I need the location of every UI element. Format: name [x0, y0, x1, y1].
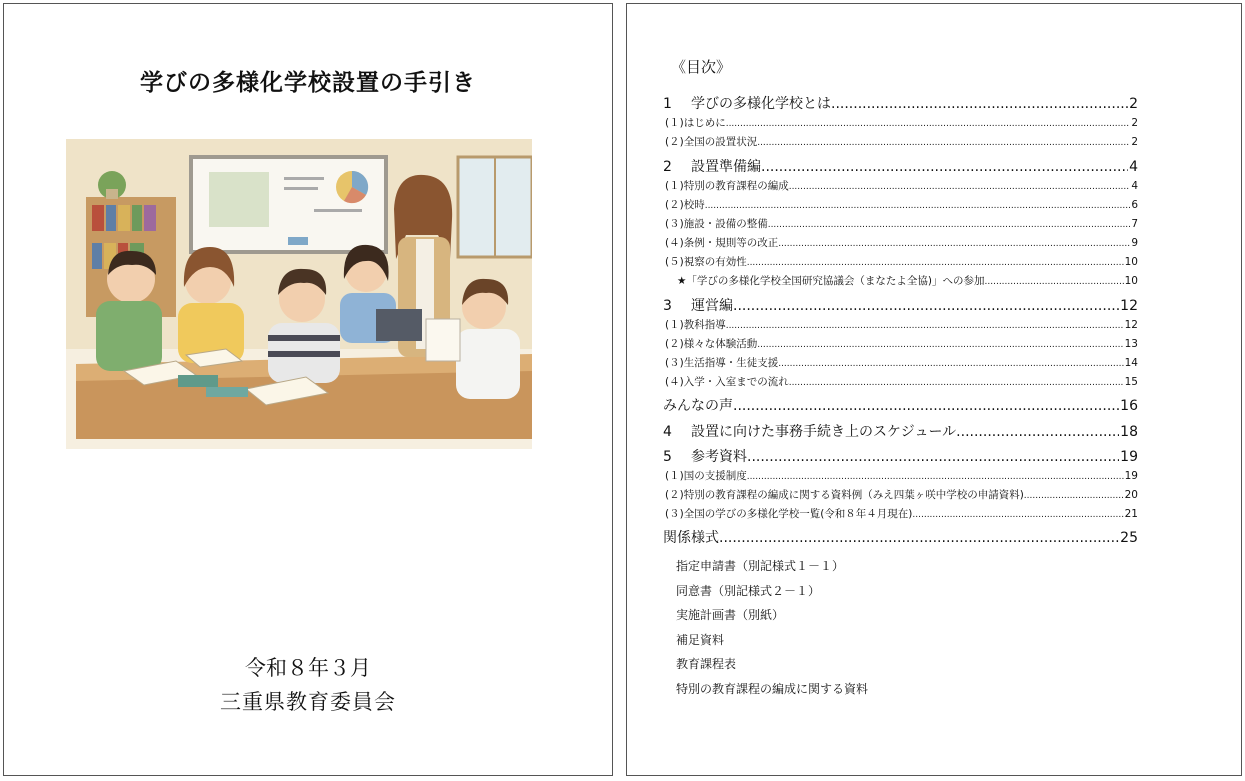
cover-title: 学びの多様化学校設置の手引き — [140, 70, 476, 96]
page-number: 6 — [1131, 199, 1138, 211]
section-number: 3 — [663, 298, 672, 314]
toc-item[interactable] — [663, 355, 1138, 374]
page-number: 20 — [1124, 489, 1138, 501]
item-label: (１)国の支援制度 — [665, 470, 747, 482]
dot-leader — [778, 237, 1130, 249]
form-item[interactable]: 特別の教育課程の編成に関する資料 — [676, 681, 869, 696]
toc-item[interactable] — [663, 197, 1138, 216]
item-label: (２)校時 — [665, 199, 705, 211]
toc-item[interactable] — [663, 235, 1138, 254]
toc-section[interactable] — [663, 395, 1138, 418]
section-title: 設置に向けた事務手続き上のスケジュール — [691, 424, 957, 440]
toc-item-star[interactable] — [663, 273, 1138, 292]
page-number: 19 — [1120, 449, 1138, 465]
section-title: 関係様式 — [663, 530, 719, 546]
page-number: 12 — [1124, 319, 1138, 331]
item-label: (３)施設・設備の整備 — [665, 218, 768, 230]
page-number: 12 — [1120, 298, 1138, 314]
dot-leader — [912, 508, 1123, 520]
page-number: 9 — [1131, 237, 1138, 249]
dot-leader — [747, 449, 1119, 465]
dot-leader — [726, 117, 1131, 129]
dot-leader — [705, 199, 1131, 211]
cover-page — [3, 3, 613, 776]
page-number: 14 — [1124, 357, 1138, 369]
item-label: (２)全国の設置状況 — [665, 136, 758, 148]
form-item[interactable]: 補足資料 — [676, 632, 725, 647]
cover-organization: 三重県教育委員会 — [220, 690, 396, 714]
item-label: (１)はじめに — [665, 117, 726, 129]
form-item[interactable]: 教育課程表 — [676, 657, 737, 671]
toc-item[interactable] — [663, 487, 1138, 506]
dot-leader — [733, 398, 1119, 414]
page-number: 4 — [1131, 180, 1138, 192]
item-label: (１)特別の教育課程の編成 — [665, 180, 789, 192]
form-item[interactable]: 実施計画書（別紙） — [676, 608, 785, 622]
toc-item[interactable] — [663, 506, 1138, 525]
toc-section[interactable] — [663, 295, 1138, 317]
page-number: 10 — [1124, 275, 1138, 287]
toc-item[interactable] — [663, 374, 1138, 393]
toc-item[interactable] — [663, 216, 1138, 235]
toc-page — [626, 3, 1242, 776]
dot-leader — [985, 275, 1124, 287]
toc-item[interactable] — [663, 336, 1138, 355]
toc-list — [663, 90, 1138, 550]
dot-leader — [733, 298, 1119, 314]
dot-leader — [778, 357, 1123, 369]
toc-item[interactable] — [663, 317, 1138, 336]
item-label: (２)様々な体験活動 — [665, 338, 758, 350]
page-number: 4 — [1129, 159, 1138, 175]
item-label: (４)条例・規則等の改正 — [665, 237, 779, 249]
toc-item[interactable] — [663, 115, 1138, 134]
item-label: ★「学びの多様化学校全国研究協議会（まなたよ全協)」への参加 — [677, 275, 985, 287]
page-number: 15 — [1124, 376, 1138, 388]
dot-leader — [789, 180, 1131, 192]
dot-leader — [747, 256, 1124, 268]
toc-section[interactable] — [663, 93, 1138, 115]
item-label: (５)視察の有効性 — [665, 256, 747, 268]
dot-leader — [726, 319, 1124, 331]
item-label: (１)教科指導 — [665, 319, 726, 331]
dot-leader — [757, 136, 1130, 148]
toc-heading: 《目次》 — [671, 58, 732, 76]
page-number: 10 — [1124, 256, 1138, 268]
toc-item[interactable] — [663, 254, 1138, 273]
dot-leader — [768, 218, 1131, 230]
form-item[interactable]: 指定申請書（別記様式１－１） — [676, 559, 845, 573]
dot-leader — [719, 530, 1119, 546]
dot-leader — [747, 470, 1124, 482]
section-number: 5 — [663, 449, 672, 465]
section-title: みんなの声 — [663, 398, 733, 414]
page-number: 7 — [1131, 218, 1138, 230]
section-title: 学びの多様化学校とは — [691, 96, 831, 112]
page-number: 2 — [1129, 96, 1138, 112]
dot-leader — [956, 424, 1119, 440]
dot-leader — [789, 376, 1124, 388]
toc-item[interactable] — [663, 468, 1138, 487]
page-number: 13 — [1124, 338, 1138, 350]
item-label: (３)全国の学びの多様化学校一覧(令和８年４月現在) — [665, 508, 913, 520]
page-number: 19 — [1124, 470, 1138, 482]
toc-section[interactable] — [663, 446, 1138, 468]
page-number: 25 — [1120, 530, 1138, 546]
page-number: 21 — [1124, 508, 1138, 520]
toc-item[interactable] — [663, 134, 1138, 153]
section-title: 参考資料 — [691, 449, 747, 465]
form-item[interactable]: 同意書（別記様式２－１） — [676, 583, 821, 598]
item-label: (４)入学・入室までの流れ — [665, 376, 789, 388]
page-number: 16 — [1120, 398, 1138, 414]
item-label: (２)特別の教育課程の編成に関する資料例（みえ四葉ヶ咲中学校の申請資料) — [665, 489, 1024, 501]
page-number: 18 — [1120, 424, 1138, 440]
toc-item[interactable] — [663, 178, 1138, 197]
forms-list — [676, 557, 868, 704]
item-label: (３)生活指導・生徒支援 — [665, 357, 779, 369]
section-title: 運営編 — [691, 298, 733, 314]
toc-section[interactable] — [663, 156, 1138, 178]
toc-section[interactable] — [663, 421, 1138, 443]
cover-date: 令和８年３月 — [245, 656, 371, 680]
classroom-illustration — [66, 139, 532, 449]
section-number: 4 — [663, 424, 672, 440]
dot-leader — [757, 338, 1123, 350]
dot-leader — [1024, 489, 1124, 501]
toc-section[interactable] — [663, 527, 1138, 550]
page-number: 2 — [1131, 117, 1138, 129]
section-number: 1 — [663, 96, 672, 112]
dot-leader — [761, 159, 1128, 175]
dot-leader — [831, 96, 1128, 112]
section-title: 設置準備編 — [691, 159, 761, 175]
page-number: 2 — [1131, 136, 1138, 148]
section-number: 2 — [663, 159, 672, 175]
